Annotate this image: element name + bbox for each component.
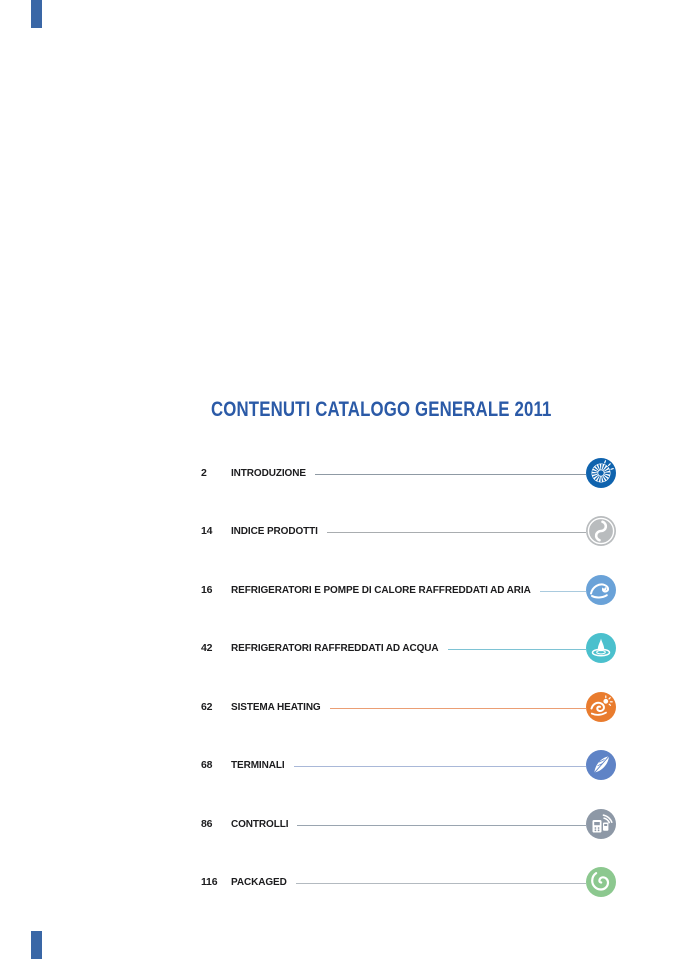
toc-row-indice-prodotti[interactable] bbox=[0, 516, 678, 546]
leader-line bbox=[297, 825, 586, 826]
toc-row-sistema-heating[interactable] bbox=[0, 692, 678, 722]
toc-row-introduzione[interactable] bbox=[0, 458, 678, 488]
page-edge-tab-top bbox=[31, 0, 42, 28]
leader-line bbox=[330, 708, 586, 709]
page-number: 116 bbox=[201, 876, 218, 888]
section-label: INTRODUZIONE bbox=[231, 467, 306, 479]
toc-row-refrigeratori-acqua[interactable] bbox=[0, 633, 678, 663]
toc-row-packaged[interactable] bbox=[0, 867, 678, 897]
spiral-icon bbox=[586, 867, 616, 897]
wave-icon bbox=[586, 575, 616, 605]
section-label: INDICE PRODOTTI bbox=[231, 525, 318, 537]
page-number: 62 bbox=[201, 701, 213, 713]
page-title: CONTENUTI CATALOGO GENERALE 2011 bbox=[211, 398, 552, 421]
page-number: 2 bbox=[201, 467, 207, 479]
leader-line bbox=[294, 766, 586, 767]
page-number: 42 bbox=[201, 642, 213, 654]
feather-icon bbox=[586, 750, 616, 780]
section-label: PACKAGED bbox=[231, 876, 287, 888]
water-drop-icon bbox=[586, 633, 616, 663]
page-edge-tab-bottom bbox=[31, 931, 42, 959]
leader-line bbox=[315, 474, 586, 475]
section-label: REFRIGERATORI E POMPE DI CALORE RAFFREDDATI AD ARIA bbox=[231, 584, 531, 596]
section-label: SISTEMA HEATING bbox=[231, 701, 321, 713]
section-label: REFRIGERATORI RAFFREDDATI AD ACQUA bbox=[231, 642, 439, 654]
recycle-swirl-icon bbox=[586, 516, 616, 546]
leader-line bbox=[448, 649, 586, 650]
page-number: 68 bbox=[201, 759, 213, 771]
toc-row-refrigeratori-aria[interactable] bbox=[0, 575, 678, 605]
leader-line bbox=[540, 591, 586, 592]
section-label: CONTROLLI bbox=[231, 818, 289, 830]
toc-row-terminali[interactable] bbox=[0, 750, 678, 780]
toc-row-controlli[interactable] bbox=[0, 809, 678, 839]
section-label: TERMINALI bbox=[231, 759, 285, 771]
page-number: 86 bbox=[201, 818, 213, 830]
leader-line bbox=[327, 532, 586, 533]
page-number: 14 bbox=[201, 525, 213, 537]
page-number: 16 bbox=[201, 584, 213, 596]
sun-swirl-icon bbox=[586, 692, 616, 722]
remote-control-icon bbox=[586, 809, 616, 839]
leader-line bbox=[296, 883, 586, 884]
fan-icon bbox=[586, 458, 616, 488]
